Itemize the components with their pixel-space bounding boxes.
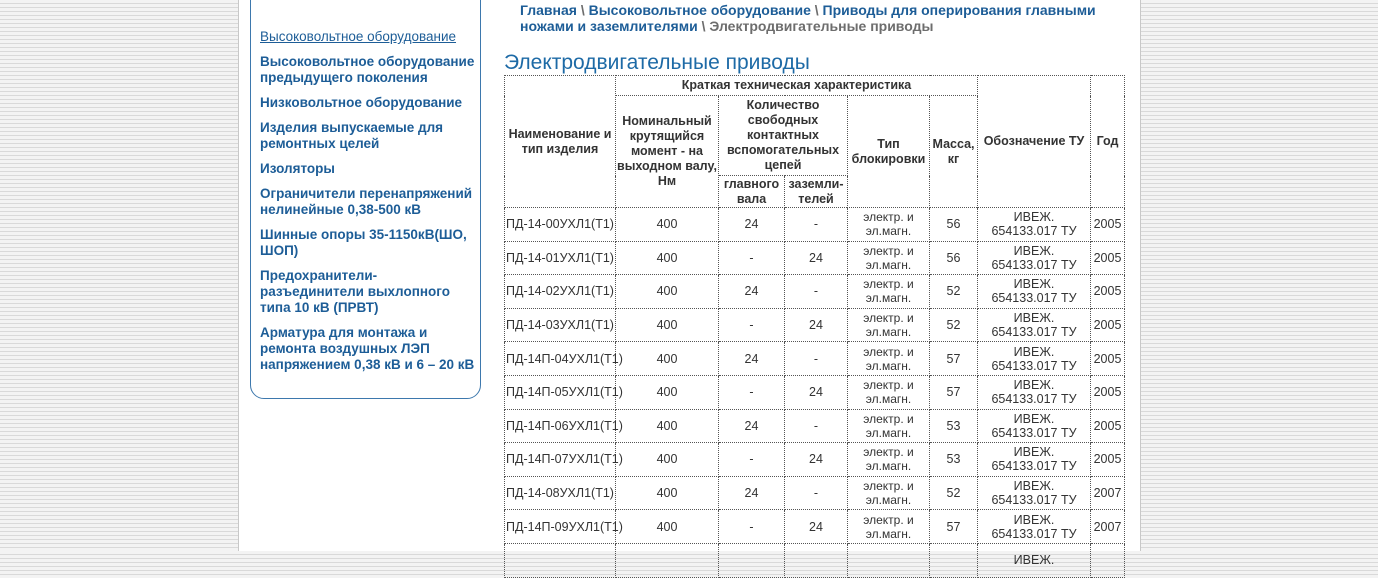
cell-main-shaft: 24 bbox=[719, 208, 785, 242]
cell-grounding: 24 bbox=[785, 241, 848, 275]
cell-torque: 400 bbox=[616, 208, 719, 242]
cell-torque: 400 bbox=[616, 409, 719, 443]
cell-grounding: - bbox=[785, 409, 848, 443]
cell-main-shaft: - bbox=[719, 510, 785, 544]
table-row bbox=[505, 476, 1125, 510]
table-row bbox=[505, 275, 1125, 309]
sidebar-item[interactable]: Предохранители-разъединители выхлопного типа 10 кВ (ПРВТ) bbox=[260, 268, 450, 315]
table-row bbox=[505, 208, 1125, 242]
cell-year: 2007 bbox=[1091, 476, 1125, 510]
cell-lock-type: электр. и эл.магн. bbox=[848, 409, 930, 443]
col-header-spec: Обозначение ТУ bbox=[978, 76, 1091, 208]
cell-mass: 52 bbox=[930, 308, 978, 342]
cell-lock-type: электр. и эл.магн. bbox=[848, 510, 930, 544]
cell-grounding: 24 bbox=[785, 443, 848, 477]
cell-spec: ИВЕЖ. 654133.017 ТУ bbox=[978, 342, 1091, 376]
cell-spec: ИВЕЖ. 654133.017 ТУ bbox=[978, 409, 1091, 443]
cell-main-shaft bbox=[719, 543, 785, 577]
cell-grounding: 24 bbox=[785, 308, 848, 342]
specs-table bbox=[504, 75, 1125, 578]
cell-main-shaft: - bbox=[719, 375, 785, 409]
cell-year: 2005 bbox=[1091, 375, 1125, 409]
table-row bbox=[505, 241, 1125, 275]
cell-spec: ИВЕЖ. 654133.017 ТУ bbox=[978, 208, 1091, 242]
sidebar-nav bbox=[250, 0, 481, 399]
cell-grounding: 24 bbox=[785, 510, 848, 544]
col-header-lock: Тип блокировки bbox=[848, 96, 930, 208]
cell-torque: 400 bbox=[616, 342, 719, 376]
sidebar-item[interactable]: Высоковольтное оборудование предыдущего поколения bbox=[260, 54, 475, 85]
page-title: Электродвигательные приводы bbox=[504, 51, 810, 74]
cell-name bbox=[505, 543, 616, 577]
cell-torque: 400 bbox=[616, 241, 719, 275]
table-row bbox=[505, 409, 1125, 443]
cell-main-shaft: 24 bbox=[719, 275, 785, 309]
cell-spec: ИВЕЖ. 654133.017 ТУ bbox=[978, 443, 1091, 477]
cell-year: 2005 bbox=[1091, 308, 1125, 342]
cell-name: ПД-14-01УХЛ1(Т1) bbox=[505, 241, 616, 275]
cell-name: ПД-14-03УХЛ1(Т1) bbox=[505, 308, 616, 342]
cell-spec: ИВЕЖ. 654133.017 ТУ bbox=[978, 275, 1091, 309]
cell-year: 2005 bbox=[1091, 443, 1125, 477]
cell-grounding: - bbox=[785, 342, 848, 376]
cell-spec: ИВЕЖ. 654133.017 ТУ bbox=[978, 510, 1091, 544]
cell-name: ПД-14П-05УХЛ1(Т1) bbox=[505, 375, 616, 409]
cell-grounding: 24 bbox=[785, 375, 848, 409]
cell-mass: 56 bbox=[930, 241, 978, 275]
breadcrumb-home-link[interactable]: Главная bbox=[520, 2, 577, 18]
breadcrumb bbox=[520, 2, 1130, 34]
col-header-grounding: заземли-телей bbox=[785, 176, 848, 208]
content-panel bbox=[238, 0, 1141, 568]
cell-lock-type: электр. и эл.магн. bbox=[848, 443, 930, 477]
cell-name: ПД-14-02УХЛ1(Т1) bbox=[505, 275, 616, 309]
cell-grounding: - bbox=[785, 208, 848, 242]
cell-year: 2005 bbox=[1091, 409, 1125, 443]
breadcrumb-separator: \ bbox=[701, 18, 706, 34]
cell-torque: 400 bbox=[616, 308, 719, 342]
breadcrumb-hv-equipment-link[interactable]: Высоковольтное оборудование bbox=[588, 2, 811, 18]
col-header-group: Краткая техническая характеристика bbox=[616, 76, 978, 96]
cell-mass: 57 bbox=[930, 375, 978, 409]
sidebar-item[interactable]: Изоляторы bbox=[260, 161, 335, 176]
cell-main-shaft: 24 bbox=[719, 476, 785, 510]
cell-mass: 52 bbox=[930, 275, 978, 309]
cell-torque: 400 bbox=[616, 375, 719, 409]
cell-year: 2005 bbox=[1091, 241, 1125, 275]
cell-mass: 52 bbox=[930, 476, 978, 510]
cell-main-shaft: 24 bbox=[719, 409, 785, 443]
col-header-name: Наименование и тип изделия bbox=[505, 76, 616, 208]
cell-grounding: - bbox=[785, 275, 848, 309]
specs-table-body bbox=[505, 208, 1125, 578]
cell-torque: 400 bbox=[616, 443, 719, 477]
cell-name: ПД-14-08УХЛ1(Т1) bbox=[505, 476, 616, 510]
col-header-torque: Номинальный крутящийся момент - на выходном валу, Нм bbox=[616, 96, 719, 208]
cell-spec: ИВЕЖ. 654133.017 ТУ bbox=[978, 308, 1091, 342]
table-row bbox=[505, 342, 1125, 376]
cell-name: ПД-14П-09УХЛ1(Т1) bbox=[505, 510, 616, 544]
cell-spec: ИВЕЖ. 654133.017 ТУ bbox=[978, 241, 1091, 275]
cell-name: ПД-14-00УХЛ1(Т1) bbox=[505, 208, 616, 242]
cell-spec: ИВЕЖ. 654133.017 ТУ bbox=[978, 476, 1091, 510]
cell-lock-type bbox=[848, 543, 930, 577]
cell-year: 2007 bbox=[1091, 510, 1125, 544]
breadcrumb-separator: \ bbox=[814, 2, 819, 18]
sidebar-items bbox=[260, 29, 480, 373]
col-header-main-shaft: главного вала bbox=[719, 176, 785, 208]
cell-mass: 53 bbox=[930, 443, 978, 477]
cell-lock-type: электр. и эл.магн. bbox=[848, 342, 930, 376]
cell-torque: 400 bbox=[616, 510, 719, 544]
cell-main-shaft: - bbox=[719, 443, 785, 477]
cell-name: ПД-14П-04УХЛ1(Т1) bbox=[505, 342, 616, 376]
cell-lock-type: электр. и эл.магн. bbox=[848, 375, 930, 409]
sidebar-item[interactable]: Ограничители перенапряжений нелинейные 0,38-500 кВ bbox=[260, 186, 473, 217]
col-header-year: Год bbox=[1091, 76, 1125, 208]
table-row bbox=[505, 308, 1125, 342]
table-row bbox=[505, 543, 1125, 577]
cell-mass: 57 bbox=[930, 510, 978, 544]
table-row bbox=[505, 510, 1125, 544]
cell-grounding bbox=[785, 543, 848, 577]
cell-name: ПД-14П-07УХЛ1(Т1) bbox=[505, 443, 616, 477]
cell-name: ПД-14П-06УХЛ1(Т1) bbox=[505, 409, 616, 443]
breadcrumb-drives-link[interactable]: Приводы для оперирования главными ножами и заземлителями bbox=[520, 2, 1096, 34]
cell-torque: 400 bbox=[616, 476, 719, 510]
cell-torque bbox=[616, 543, 719, 577]
cell-main-shaft: - bbox=[719, 241, 785, 275]
cell-spec: ИВЕЖ. bbox=[978, 543, 1091, 577]
cell-mass: 56 bbox=[930, 208, 978, 242]
table-row bbox=[505, 443, 1125, 477]
cell-lock-type: электр. и эл.магн. bbox=[848, 275, 930, 309]
sidebar-item[interactable]: Высоковольтное оборудование bbox=[260, 29, 457, 44]
sidebar-item[interactable]: Арматура для монтажа и ремонта воздушных ЛЭП напряжением 0,38 кВ и 6 – 20 кВ bbox=[260, 325, 475, 372]
sidebar-item[interactable]: Изделия выпускаемые для ремонтных целей bbox=[260, 120, 444, 151]
cell-year: 2005 bbox=[1091, 275, 1125, 309]
cell-year: 2005 bbox=[1091, 208, 1125, 242]
cell-year bbox=[1091, 543, 1125, 577]
breadcrumb-current: Электродвигательные приводы bbox=[709, 18, 934, 34]
cell-spec: ИВЕЖ. 654133.017 ТУ bbox=[978, 375, 1091, 409]
breadcrumb-separator: \ bbox=[580, 2, 585, 18]
cell-torque: 400 bbox=[616, 275, 719, 309]
sidebar-item[interactable]: Шинные опоры 35-1150кВ(ШО, ШОП) bbox=[260, 227, 467, 258]
cell-lock-type: электр. и эл.магн. bbox=[848, 241, 930, 275]
cell-grounding: - bbox=[785, 476, 848, 510]
cell-lock-type: электр. и эл.магн. bbox=[848, 476, 930, 510]
cell-year: 2005 bbox=[1091, 342, 1125, 376]
cell-mass bbox=[930, 543, 978, 577]
cell-lock-type: электр. и эл.магн. bbox=[848, 308, 930, 342]
sidebar-item[interactable]: Низковольтное оборудование bbox=[260, 95, 463, 110]
col-header-mass: Масса, кг bbox=[930, 96, 978, 208]
col-header-contacts: Количество свободных контактных вспомогательных цепей bbox=[719, 96, 848, 176]
cell-main-shaft: 24 bbox=[719, 342, 785, 376]
cell-lock-type: электр. и эл.магн. bbox=[848, 208, 930, 242]
cell-mass: 57 bbox=[930, 342, 978, 376]
cell-main-shaft: - bbox=[719, 308, 785, 342]
cell-mass: 53 bbox=[930, 409, 978, 443]
table-row bbox=[505, 375, 1125, 409]
